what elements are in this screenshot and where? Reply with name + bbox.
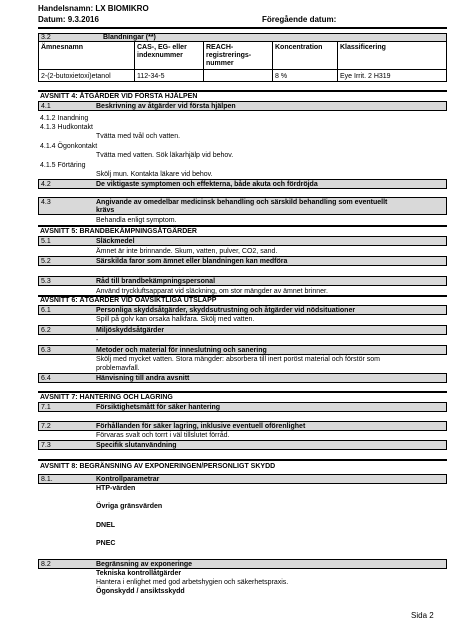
section-5-3-number: 5.3 <box>41 278 51 285</box>
subsection-4-1-4-text: Tvätta med vatten. Sök läkarhjälp vid behov. <box>96 152 234 159</box>
table-cell-substance: 2-(2-butoxietoxi)etanol <box>41 73 111 80</box>
section-7-2-text: Förvaras svalt och torrt i väl tillslutet förråd. <box>96 432 230 439</box>
subsection-4-1-3: 4.1.3 Hudkontakt <box>40 124 93 131</box>
document-date: Datum: 9.3.2016 <box>38 15 99 24</box>
table-cell-concentration: 8 % <box>275 73 288 80</box>
section-7-3-title: Specifik slutanvändning <box>96 442 177 449</box>
page-number: Sida 2 <box>411 611 434 620</box>
subsection-4-1-5-text: Skölj mun. Kontakta läkare vid behov. <box>96 171 213 178</box>
section-4-3-title-line2: krävs <box>96 207 115 214</box>
col-header-reach-line2: registrerings- <box>206 52 252 59</box>
htp-values-heading: HTP-värden <box>96 485 136 492</box>
col-header-reach-line1: REACH- <box>206 44 234 51</box>
section-6-4-title: Hänvisning till andra avsnitt <box>96 375 190 382</box>
table-row-divider <box>38 69 447 70</box>
col-header-substance: Ämnesnamn <box>41 44 84 51</box>
table-cell-cas: 112-34-5 <box>137 73 165 80</box>
eye-protection-heading: Ögonskydd / ansiktsskydd <box>96 588 185 595</box>
section-6-3-text-line1: Skölj med mycket vatten. Stora mängder: absorbera till inert poröst material och förstör som <box>96 356 381 363</box>
previous-date-label: Föregående datum: <box>262 15 337 24</box>
table-col-divider <box>203 42 204 81</box>
product-name: Handelsnamn: LX BIOMIKRO <box>38 4 149 13</box>
col-header-cas-line2: indexnummer <box>137 52 183 59</box>
section-6-4-number: 6.4 <box>41 375 51 382</box>
dnel-heading: DNEL <box>96 522 116 529</box>
technical-controls-text: Hantera i enlighet med god arbetshygien och säkerhetspraxis. <box>96 579 289 586</box>
section-8-2-title: Begränsning av exponeringe <box>96 561 193 568</box>
section-5-3-title: Råd till brandbekämpningspersonal <box>96 278 216 285</box>
section-4-1-number: 4.1 <box>41 103 51 110</box>
section-5-1-number: 5.1 <box>41 238 51 245</box>
table-border-left <box>38 42 39 81</box>
section-8-title: AVSNITT 8: BEGRÄNSNING AV EXPONERINGEN/PERSONLIGT SKYDD <box>40 463 276 470</box>
section-8-2-number: 8.2 <box>41 561 51 568</box>
section-7-title: AVSNITT 7: HANTERING OCH LAGRING <box>40 394 173 401</box>
section-4-title: AVSNITT 4: ÅTGÄRDER VID FÖRSTA HJÄLPEN <box>40 93 198 100</box>
section-6-2-number: 6.2 <box>41 327 51 334</box>
section-5-1-text: Ämnet är inte brinnande. Skum, vatten, pulver, CO2, sand. <box>96 248 278 255</box>
col-header-reach-line3: nummer <box>206 60 234 67</box>
section-8-1-title: Kontrollparametrar <box>96 476 160 483</box>
other-limits-heading: Övriga gränsvärden <box>96 503 163 510</box>
section-7-2-number: 7.2 <box>41 423 51 430</box>
section-7-2-title: Förhållanden för säker lagring, inklusive eventuell oförenlighet <box>96 423 306 430</box>
subsection-4-1-5: 4.1.5 Förtäring <box>40 162 86 169</box>
col-header-classification: Klassificering <box>340 44 386 51</box>
section-6-1-text: Spill på golv kan orsaka halkfara. Skölj med vatten. <box>96 316 255 323</box>
col-header-cas-line1: CAS-, EG- eller <box>137 44 187 51</box>
section-4-3-title-line1: Angivande av omedelbar medicinsk behandling och särskild behandling som eventuellt <box>96 199 388 206</box>
table-col-divider <box>134 42 135 81</box>
section-6-3-number: 6.3 <box>41 347 51 354</box>
section-6-title: AVSNITT 6: ÅTGÄRDER VID OAVSIKTLIGA UTSLÄPP <box>40 297 217 304</box>
section-3-2-number: 3.2 <box>41 34 51 41</box>
technical-controls-heading: Tekniska kontrollåtgärder <box>96 570 182 577</box>
table-col-divider <box>337 42 338 81</box>
section-6-1-title: Personliga skyddsåtgärder, skyddsutrustning och åtgärder vid nödsituationer <box>96 307 356 314</box>
section-6-3-text-line2: problemavfall. <box>96 365 140 372</box>
section-5-1-title: Släckmedel <box>96 238 135 245</box>
col-header-concentration: Koncentration <box>275 44 323 51</box>
section-7-1-title: Försiktighetsmått för säker hantering <box>96 404 221 411</box>
section-3-2-bar <box>38 33 447 42</box>
subsection-4-1-2: 4.1.2 Inandning <box>40 115 89 122</box>
table-border-right <box>446 42 447 81</box>
section-5-2-number: 5.2 <box>41 258 51 265</box>
section-8-divider <box>38 459 447 461</box>
section-5-title: AVSNITT 5: BRANDBEKÄMPNINGSÅTGÄRDER <box>40 228 197 235</box>
header-divider <box>38 27 447 29</box>
subsection-4-1-3-text: Tvätta med tvål och vatten. <box>96 133 181 140</box>
pnec-heading: PNEC <box>96 540 116 547</box>
section-5-2-title: Särskilda faror som ämnet eller blandningen kan medföra <box>96 258 288 265</box>
section-4-3-number: 4.3 <box>41 199 51 206</box>
section-6-3-title: Metoder och material för inneslutning och sanering <box>96 347 267 354</box>
section-7-1-number: 7.1 <box>41 404 51 411</box>
table-bottom-border <box>38 81 447 82</box>
section-4-1-title: Beskrivning av åtgärder vid första hjälpen <box>96 103 236 110</box>
section-4-2-number: 4.2 <box>41 181 51 188</box>
section-4-3-text: Behandla enligt symptom. <box>96 217 177 224</box>
section-5-3-text: Använd tryckluftsapparat vid släckning, om stor mängder av ämnet brinner. <box>96 288 328 295</box>
section-3-2-title: Blandningar (**) <box>103 34 156 41</box>
section-6-1-number: 6.1 <box>41 307 51 314</box>
section-7-3-number: 7.3 <box>41 442 51 449</box>
section-6-2-text: - <box>96 337 99 344</box>
table-cell-classification: Eye Irrit. 2 H319 <box>340 73 391 80</box>
section-4-2-title: De viktigaste symptomen och effekterna, både akuta och fördröjda <box>96 181 318 188</box>
table-col-divider <box>272 42 273 81</box>
subsection-4-1-4: 4.1.4 Ögonkontakt <box>40 143 98 150</box>
section-6-2-title: Miljöskyddsåtgärder <box>96 327 165 334</box>
section-8-1-number: 8.1. <box>41 476 53 483</box>
